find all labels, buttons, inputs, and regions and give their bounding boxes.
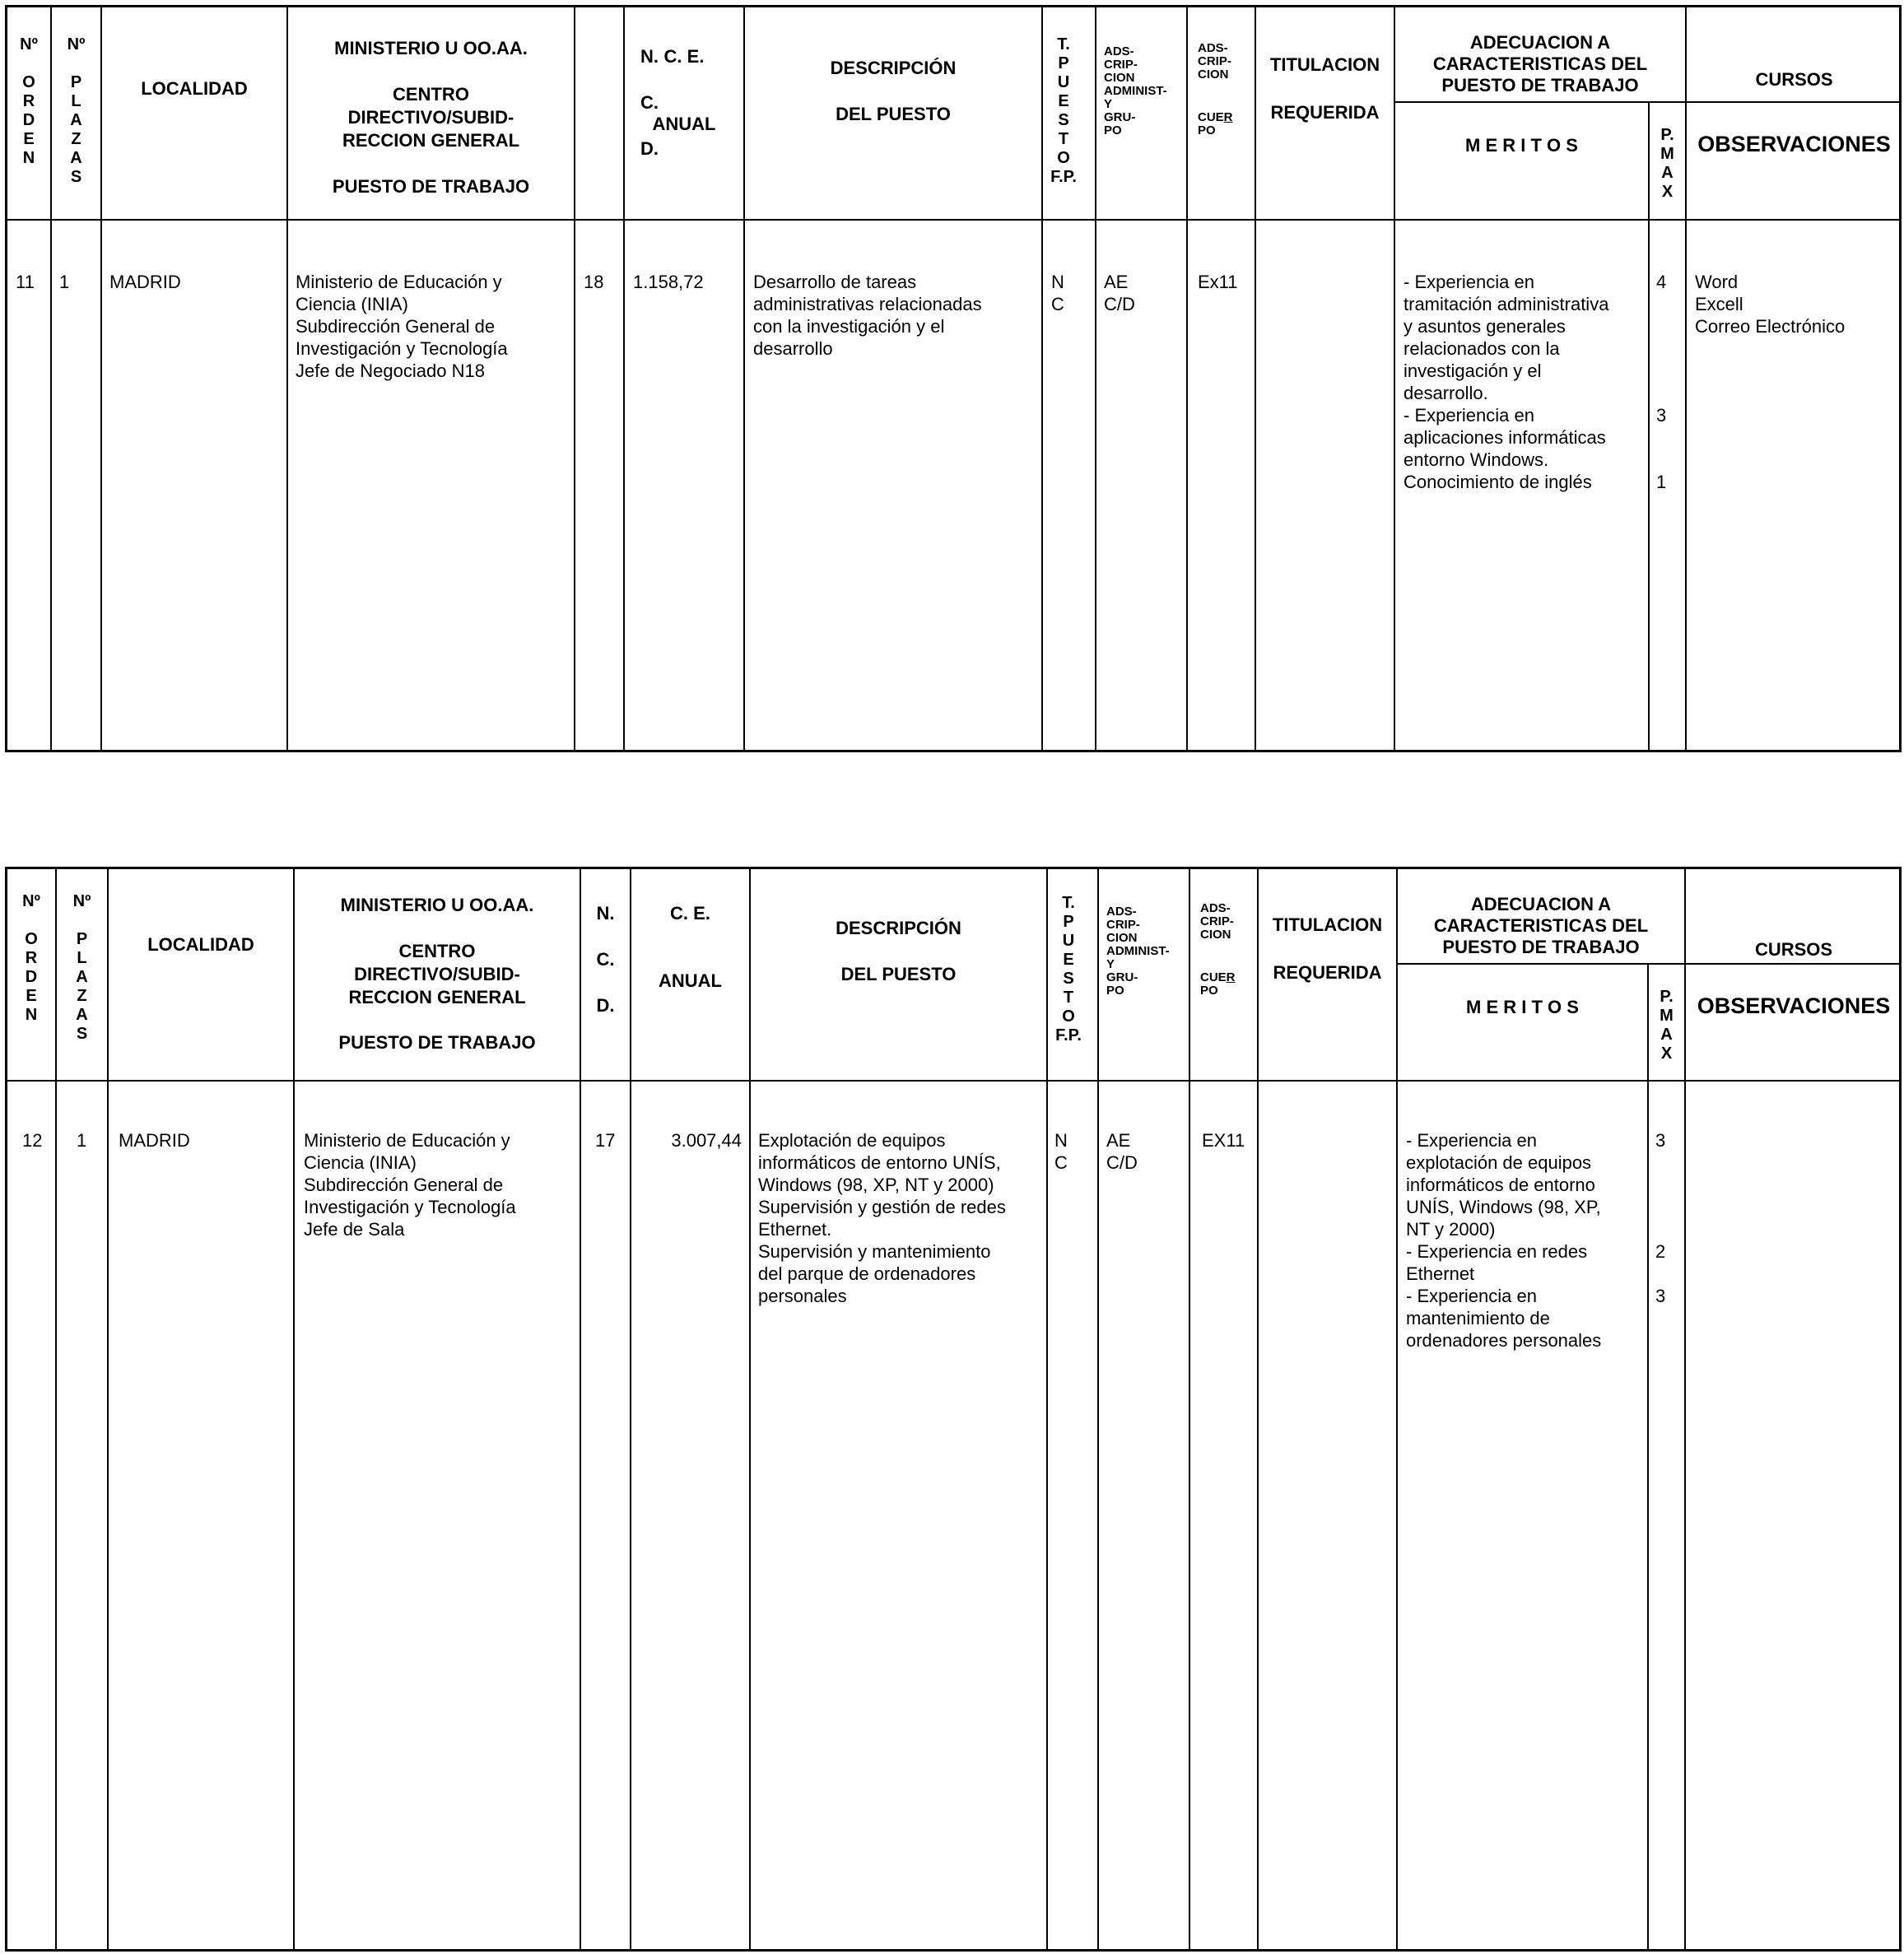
header-adscripcion-cuerpo: ADS- CRIP- CION <box>1200 901 1234 942</box>
col-divider <box>1189 869 1190 1949</box>
row-plazas: 1 <box>77 1130 87 1151</box>
header-anual: ANUAL <box>652 114 716 134</box>
header-centro: CENTRO DIRECTIVO/SUBID- RECCION GENERAL <box>348 941 526 1007</box>
table-2 <box>5 867 1902 1952</box>
header-cuerpo <box>1200 971 1257 998</box>
header-del-puesto: DEL PUESTO <box>840 964 957 984</box>
header-orden: Nº O R D E N <box>22 892 40 1024</box>
header-observaciones: OBSERVACIONES <box>1697 993 1891 1018</box>
cuerpo-text: PO <box>1200 984 1218 998</box>
col-divider <box>574 7 575 750</box>
cuerpo-text: CUE <box>1200 970 1227 984</box>
col-divider <box>1396 869 1398 1949</box>
header-titulacion: TITULACION <box>1272 914 1383 935</box>
row-ce: 1.158,72 <box>633 272 704 292</box>
table-1 <box>5 5 1902 752</box>
header-plazas: Nº P L A Z A S <box>67 35 86 186</box>
row-ncd: 17 <box>595 1130 616 1151</box>
row-meritos: - Experiencia en explotación de equipos informáticos de entorno UNÍS, Windows (98, XP, NT y 2000) - Experiencia en redes Ethernet - Experiencia en mantenimiento de ordenadores personales <box>1406 1130 1602 1351</box>
row-tipo: N C <box>1051 272 1064 314</box>
row-adscripcion-admin: AE C/D <box>1106 1130 1138 1173</box>
row-adscripcion-cuerpo: Ex11 <box>1198 272 1238 292</box>
row-puntos: 3 2 3 <box>1655 1130 1666 1306</box>
header-cuerpo <box>1198 111 1255 137</box>
cuerpo-text-underlined: R <box>1226 970 1236 984</box>
header-ncd: N. C. D. <box>640 46 659 159</box>
col-divider <box>1257 869 1259 1949</box>
col-divider <box>107 869 109 1949</box>
col-divider <box>749 869 751 1949</box>
header-titulacion: TITULACION <box>1269 54 1380 75</box>
header-cursos: CURSOS <box>1754 939 1833 960</box>
row-meritos: - Experiencia en tramitación administrativa y asuntos generales relacionados con la investigación y el desarrollo. - Experiencia en aplicaciones informáticas entorno Windows. Conocimiento de inglés <box>1404 272 1609 492</box>
row-ncd: 18 <box>584 272 604 292</box>
row-ce: 3.007,44 <box>671 1130 742 1151</box>
row-localidad: MADRID <box>119 1130 190 1151</box>
header-adscripcion-admin: ADS- CRIP- CION ADMINIST- Y GRU- PO <box>1106 905 1170 998</box>
row-adscripcion-admin: AE C/D <box>1104 272 1135 314</box>
row-descripcion: Explotación de equipos informáticos de entorno UNÍS, Windows (98, XP, NT y 2000) Supervisión y gestión de redes Ethernet. Supervisión y mantenimiento del parque de ordenadores personales <box>758 1130 1006 1306</box>
cuerpo-text: CUE <box>1198 110 1224 124</box>
header-cursos: CURSOS <box>1755 69 1833 90</box>
header-observaciones: OBSERVACIONES <box>1697 132 1891 156</box>
row-divider <box>7 1080 1902 1082</box>
row-divider <box>7 219 1902 221</box>
header-ce: C. E. <box>663 46 705 67</box>
header-requerida: REQUERIDA <box>1270 102 1380 123</box>
row-centro: Ministerio de Educación y Ciencia (INIA) Subdirección General de Investigación y Tecnología Jefe de Negociado N18 <box>296 272 508 381</box>
header-centro: CENTRO DIRECTIVO/SUBID- RECCION GENERAL <box>342 84 520 151</box>
cuerpo-text-underlined: R <box>1223 110 1233 124</box>
header-anual: ANUAL <box>659 970 722 991</box>
col-divider <box>1097 869 1099 1949</box>
header-plazas: Nº P L A Z A S <box>72 892 91 1043</box>
col-divider <box>1685 7 1687 750</box>
col-divider <box>1684 869 1686 1949</box>
header-meritos: M E R I T O S <box>1466 997 1579 1017</box>
row-tipo: N C <box>1054 1130 1068 1173</box>
header-adscripcion-cuerpo: ADS- CRIP- CION <box>1198 41 1231 81</box>
header-meritos: M E R I T O S <box>1465 135 1578 156</box>
header-pmax: P. M A X <box>1660 126 1674 201</box>
col-divider <box>630 869 631 1949</box>
header-adscripcion-admin: ADS- CRIP- CION ADMINIST- Y GRU- PO <box>1104 44 1167 137</box>
header-requerida: REQUERIDA <box>1273 962 1382 983</box>
header-orden: Nº O R D E N <box>20 35 38 167</box>
header-descripcion: DESCRIPCIÓN <box>836 918 961 938</box>
col-divider <box>580 869 581 1949</box>
header-ce: C. E. <box>670 903 710 923</box>
header-del-puesto: DEL PUESTO <box>836 104 951 124</box>
row-cursos: Word Excell Correo Electrónico <box>1695 272 1846 337</box>
header-puesto-trabajo: PUESTO DE TRABAJO <box>338 1032 536 1053</box>
row-plazas: 1 <box>59 272 70 292</box>
header-adecuacion: ADECUACION A CARACTERISTICAS DEL PUESTO DE TRABAJO <box>1432 32 1648 95</box>
cuerpo-text: PO <box>1198 123 1216 137</box>
header-ministerio: MINISTERIO U OO.AA. <box>340 895 534 915</box>
header-localidad: LOCALIDAD <box>141 78 248 99</box>
col-divider <box>1647 965 1649 1949</box>
header-localidad: LOCALIDAD <box>147 934 254 955</box>
header-ncd: N. C. D. <box>596 903 615 1016</box>
header-descripcion: DESCRIPCIÓN <box>830 58 957 78</box>
row-orden: 12 <box>22 1130 43 1151</box>
row-centro: Ministerio de Educación y Ciencia (INIA) Subdirección General de Investigación y Tecnología Jefe de Sala <box>304 1130 516 1240</box>
row-localidad: MADRID <box>109 272 181 292</box>
row-puntos: 4 3 1 <box>1656 272 1667 492</box>
header-ministerio: MINISTERIO U OO.AA. <box>334 38 528 58</box>
header-tpuesto: T. P U E S T O F.P. <box>1050 35 1077 186</box>
row-divider <box>1394 101 1902 103</box>
row-orden: 11 <box>16 272 35 292</box>
col-divider <box>1186 7 1188 750</box>
header-puesto-trabajo: PUESTO DE TRABAJO <box>332 176 530 197</box>
col-divider <box>100 7 102 750</box>
header-pmax: P. M A X <box>1660 988 1674 1063</box>
row-adscripcion-cuerpo: EX11 <box>1202 1130 1245 1151</box>
row-divider <box>1396 963 1902 965</box>
header-adecuacion: ADECUACION A CARACTERISTICAS DEL PUESTO DE TRABAJO <box>1433 894 1649 957</box>
col-divider <box>1095 7 1096 750</box>
row-descripcion: Desarrollo de tareas administrativas relacionadas con la investigación y el desarrollo <box>753 272 982 359</box>
header-tpuesto: T. P U E S T O F.P. <box>1055 894 1082 1044</box>
col-divider <box>1394 7 1395 750</box>
